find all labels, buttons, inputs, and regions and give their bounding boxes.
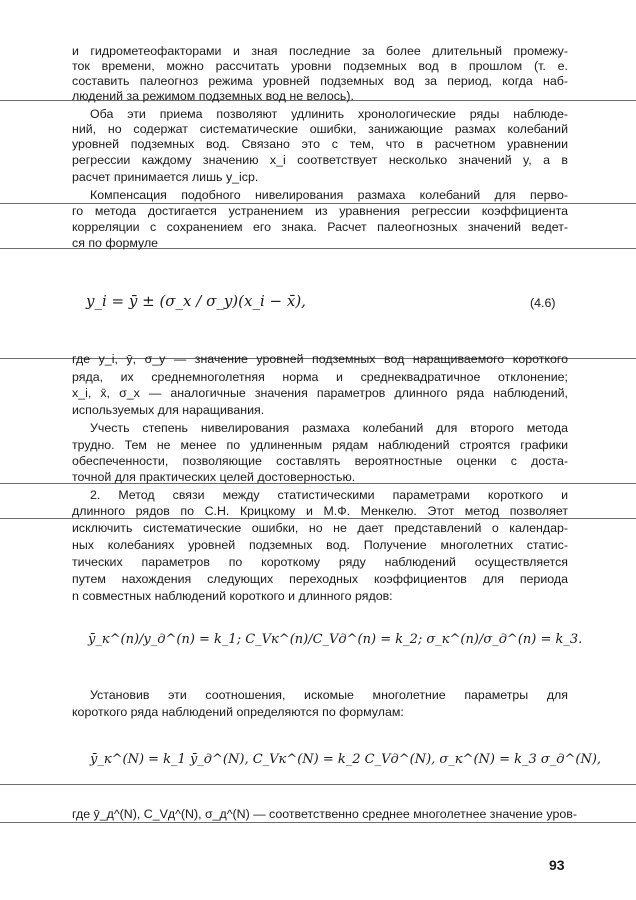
equation-number: (4.6) (530, 296, 556, 310)
scan-rule (0, 822, 636, 823)
text-line: расчет принимается лишь y_iср. (72, 170, 259, 184)
text-line: Установив эти соотношения, искомые многолетние параметры для (90, 688, 568, 702)
text-line: регрессии каждому значению x_i соответствует несколько значений y, а в (72, 153, 568, 167)
text-line: трудно. Тем не менее по удлиненным рядам наблюдений строятся графики (72, 438, 568, 452)
text-line: обеспеченности, позволяющие составлять вероятностные оценки с доста- (72, 454, 568, 468)
text-line: ряда, их среднемноголетняя норма и среднеквадратичное отклонение; (72, 370, 568, 384)
text-line: корреляции с сохранением его знака. Расчет палеогнозных значений ведет- (72, 220, 568, 234)
text-line: ся по формуле (72, 236, 159, 250)
text-line: путем нахождения следующих переходных коэффициентов для периода (72, 572, 568, 586)
text-line: длинного рядов по С.Н. Крицкому и М.Ф. Менкелю. Этот метод позволяет (72, 504, 568, 518)
text-line: ных колебаниях уровней подземных вод. Получение многолетних статис- (72, 538, 568, 552)
formula-coefficients: ȳ_к^(n)/y_д^(n) = k_1; C_Vк^(n)/C_Vд^(n) = k_2; σ_к^(n)/σ_д^(n) = k_3. (88, 632, 583, 647)
text-line: точной для практических целей достоверностью. (72, 470, 356, 484)
text-line: Учесть степень нивелирования размаха колебаний для второго метода (90, 421, 568, 435)
scan-rule (0, 784, 636, 785)
text-line: составить палеогноз режима уровней подземных вод за период, когда наб- (72, 74, 568, 88)
text-line: и гидрометеофакторами и зная последние за более длительный промежу- (72, 44, 568, 58)
text-line: 2. Метод связи между статистическими параметрами короткого и (90, 488, 568, 502)
formula-parameters: ȳ_к^(N) = k_1 ȳ_д^(N), C_Vк^(N) = k_2 C_Vд^(N), σ_к^(N) = k_3 σ_д^(N), (90, 752, 602, 767)
text-line: ний, но содержат систематические ошибки, занижающие размах колебаний (72, 122, 568, 136)
formula-4-6: y_i = ȳ ± (σ_x / σ_y)(x_i − x̄), (86, 292, 306, 310)
text-line: го метода достигается устранением из уравнения регрессии коэффициента (72, 204, 568, 218)
text-line: ток времени, можно рассчитать уровни подземных вод в прошлом (т. е. (72, 59, 568, 73)
text-line: Компенсация подобного нивелирования размаха колебаний для перво- (90, 188, 568, 202)
page-number: 93 (549, 857, 565, 873)
text-line: где y_i, ȳ, σ_y — значение уровней подземных вод наращиваемого короткого (72, 352, 568, 366)
text-line: Оба эти приема позволяют удлинить хронологические ряды наблюде- (90, 107, 568, 121)
text-line: короткого ряда наблюдений определяются по формулам: (72, 705, 404, 719)
text-line: x_i, x̄, σ_x — аналогичные значения параметров длинного ряда наблюдений, (72, 386, 568, 400)
text-line: уровней подземных вод. Связано это с тем, что в расчетном уравнении (72, 137, 568, 151)
text-line: людений за режимом подземных вод не велось). (72, 89, 354, 103)
text-line: n совместных наблюдений короткого и длинного рядов: (72, 589, 393, 603)
text-line: исключить систематические ошибки, но не дает представлений о календар- (72, 521, 568, 535)
text-line: где ȳ_д^(N), C_Vд^(N), σ_д^(N) — соответственно среднее многолетнее значение уров- (72, 807, 577, 821)
text-line: используемых для наращивания. (72, 403, 265, 417)
text-line: тических параметров по короткому ряду наблюдений осуществляется (72, 555, 568, 569)
